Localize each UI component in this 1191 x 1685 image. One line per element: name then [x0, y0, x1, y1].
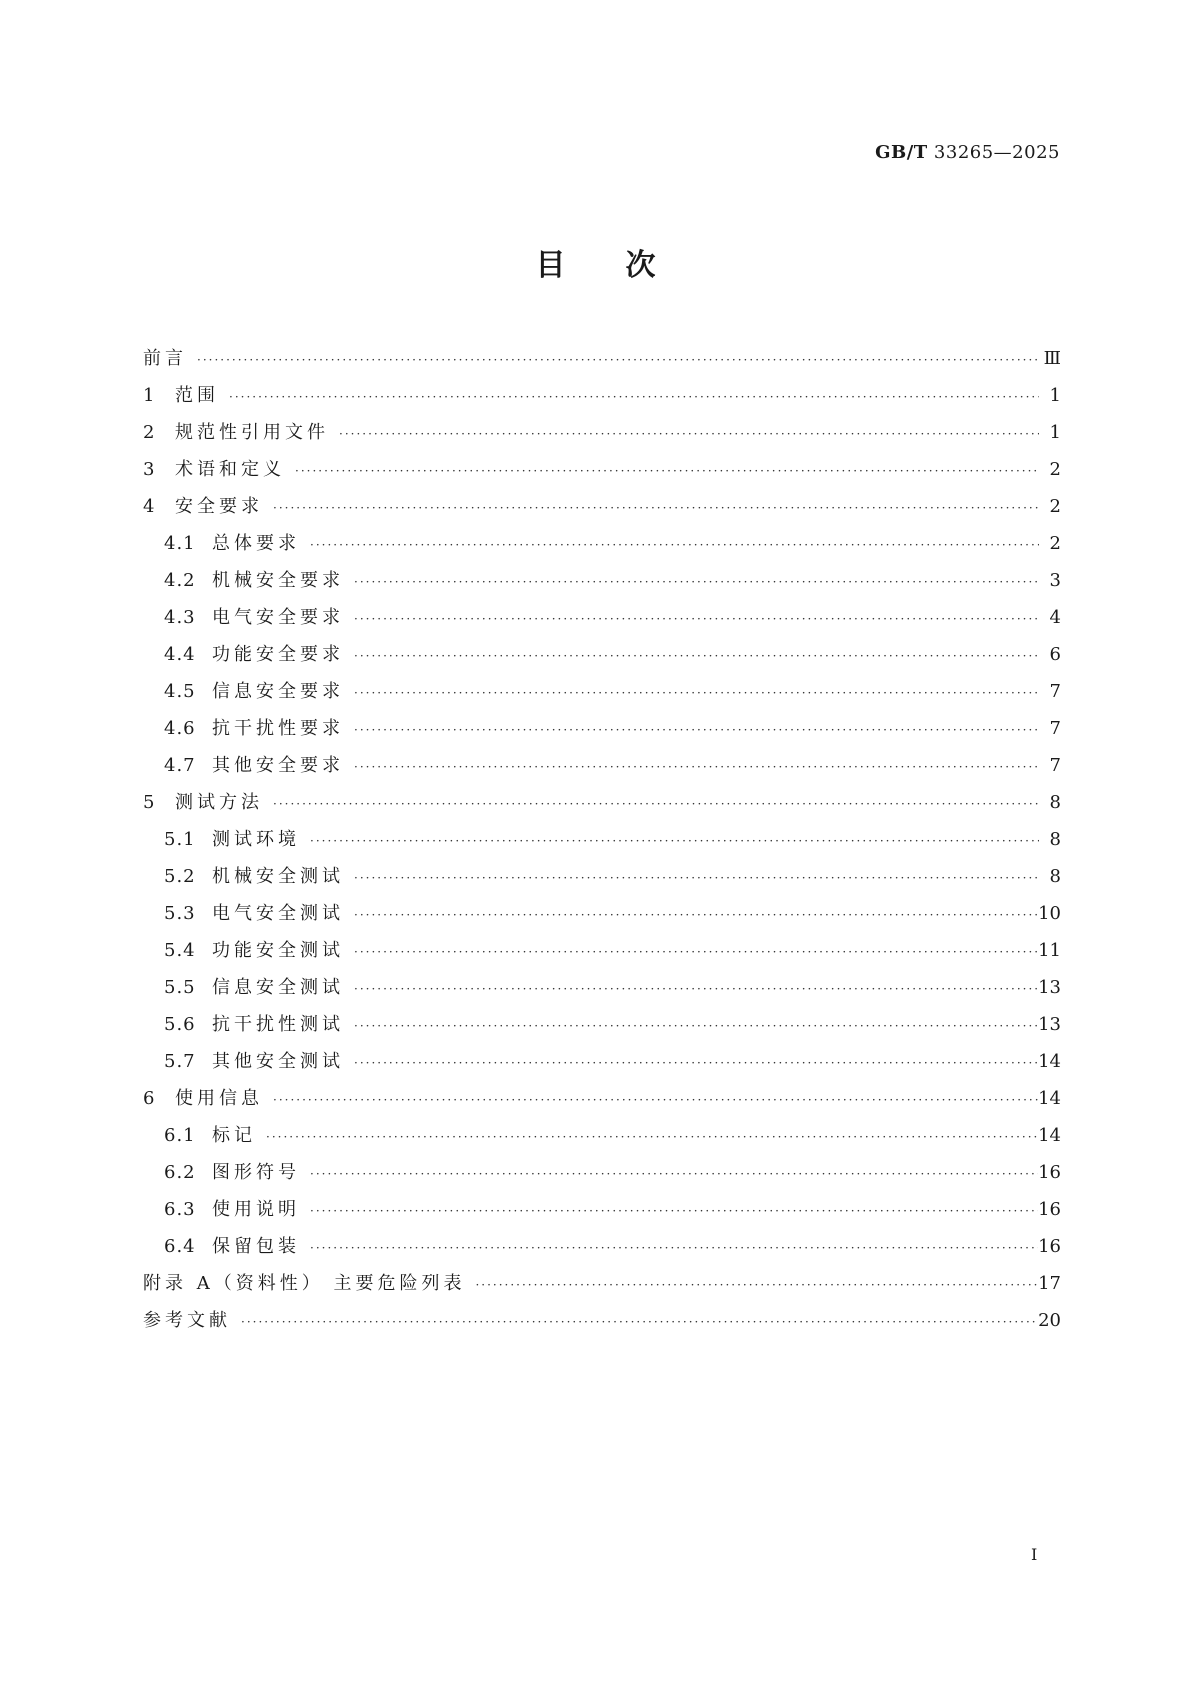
toc-entry-page: 17 [1038, 1273, 1061, 1294]
toc-entry-page: 7 [1049, 718, 1061, 739]
toc-entry-page: 8 [1049, 866, 1061, 887]
dot-leader [352, 897, 1038, 934]
toc-entry[interactable] [143, 1006, 1061, 1043]
toc-entry[interactable] [143, 636, 1061, 673]
toc-entry-title: 功能安全要求 [212, 644, 344, 665]
toc-entry-page: 1 [1049, 385, 1061, 406]
toc-entry[interactable] [143, 673, 1061, 710]
toc-entry-number: 4.1 [164, 533, 196, 554]
toc-entry-title: 附录 A（资料性） 主要危险列表 [143, 1273, 466, 1294]
standard-number: 33265—2025 [933, 142, 1060, 163]
toc-entry-number: 4.5 [164, 681, 196, 702]
toc-entry-title: 电气安全测试 [212, 903, 344, 924]
toc-entry-title: 使用说明 [212, 1199, 300, 1220]
toc-entry-number: 5.3 [164, 903, 196, 924]
dot-leader [293, 453, 1039, 490]
toc-entry-number: 4.3 [164, 607, 196, 628]
toc-entry-number: 5.1 [164, 829, 196, 850]
toc-entry-title: 其他安全要求 [212, 755, 344, 776]
toc-entry-title: 保留包装 [212, 1236, 300, 1257]
dot-leader [227, 379, 1039, 416]
toc-entry-page: 14 [1038, 1051, 1061, 1072]
toc-entry[interactable] [143, 710, 1061, 747]
dot-leader [352, 860, 1039, 897]
toc-entry-number: 5.2 [164, 866, 196, 887]
standard-code [875, 142, 1060, 163]
dot-leader [352, 675, 1039, 712]
toc-entry-page: 11 [1038, 940, 1061, 961]
toc-entry-title: 安全要求 [175, 496, 263, 517]
toc-entry[interactable] [143, 1043, 1061, 1080]
toc-entry-page: 13 [1038, 977, 1061, 998]
dot-leader [352, 638, 1039, 675]
toc-entry-number: 3 [143, 459, 156, 480]
toc-entry-title: 机械安全要求 [212, 570, 344, 591]
dot-leader [352, 564, 1039, 601]
toc-entry[interactable] [143, 1080, 1061, 1117]
toc-entry[interactable] [143, 1228, 1061, 1265]
page-number: I [1031, 1545, 1038, 1564]
toc-entry-page: 16 [1038, 1236, 1061, 1257]
dot-leader [308, 1193, 1038, 1230]
toc-entry-page: 7 [1049, 681, 1061, 702]
toc-entry-page: 6 [1049, 644, 1061, 665]
toc-entry-page: 4 [1049, 607, 1061, 628]
toc-entry-number: 5.4 [164, 940, 196, 961]
toc-entry-page: 1 [1049, 422, 1061, 443]
dot-leader [352, 749, 1039, 786]
toc-entry-title: 图形符号 [212, 1162, 300, 1183]
toc-entry-title: 测试方法 [175, 792, 263, 813]
dot-leader [271, 786, 1039, 823]
toc-entry-number: 2 [143, 422, 156, 443]
dot-leader [352, 971, 1038, 1008]
toc-entry-page: 10 [1038, 903, 1061, 924]
toc-entry-number: 4.2 [164, 570, 196, 591]
toc-entry-title: 测试环境 [212, 829, 300, 850]
toc-entry-title: 信息安全要求 [212, 681, 344, 702]
toc-entry-title: 前言 [143, 348, 187, 369]
toc-entry-page: 2 [1049, 533, 1061, 554]
toc-entry-title: 术语和定义 [175, 459, 285, 480]
toc-entry-number: 1 [143, 385, 156, 406]
dot-leader [352, 601, 1039, 638]
toc-entry-title: 总体要求 [212, 533, 300, 554]
toc-entry-number: 4.4 [164, 644, 196, 665]
dot-leader [352, 712, 1039, 749]
toc-entry-number: 6.4 [164, 1236, 196, 1257]
toc-entry-page: 2 [1049, 459, 1061, 480]
toc-entry-title: 标记 [212, 1125, 256, 1146]
toc-entry-title: 抗干扰性测试 [212, 1014, 344, 1035]
toc-entry-title: 抗干扰性要求 [212, 718, 344, 739]
dot-leader [337, 416, 1039, 453]
dot-leader [271, 1082, 1038, 1119]
toc-entry-page: 16 [1038, 1162, 1061, 1183]
toc-entry-page: 2 [1049, 496, 1061, 517]
standard-prefix: GB/T [875, 142, 928, 163]
toc-entry[interactable] [143, 599, 1061, 636]
page-title: 目次 [535, 248, 716, 283]
toc-entry[interactable] [143, 1265, 1061, 1302]
toc-entry-number: 6.3 [164, 1199, 196, 1220]
dot-leader [352, 1045, 1038, 1082]
toc-entry-number: 5.5 [164, 977, 196, 998]
toc-entry-title: 使用信息 [175, 1088, 263, 1109]
toc-entry[interactable] [143, 1191, 1061, 1228]
toc-entry[interactable] [143, 525, 1061, 562]
toc-entry-page: 8 [1049, 829, 1061, 850]
toc-entry[interactable] [143, 1117, 1061, 1154]
toc-entry-number: 4.7 [164, 755, 196, 776]
dot-leader [239, 1304, 1038, 1341]
toc-entry-number: 5.6 [164, 1014, 196, 1035]
toc-entry[interactable] [143, 895, 1061, 932]
dot-leader [195, 342, 1039, 379]
toc-entry-title: 范围 [175, 385, 219, 406]
toc-entry[interactable] [143, 858, 1061, 895]
toc-entry-number: 5 [143, 792, 156, 813]
toc-entry-page: Ⅲ [1043, 348, 1061, 369]
toc-entry-title: 机械安全测试 [212, 866, 344, 887]
toc-entry[interactable] [143, 821, 1061, 858]
toc-entry-title: 信息安全测试 [212, 977, 344, 998]
toc-entry[interactable] [143, 969, 1061, 1006]
toc-entry[interactable] [143, 377, 1061, 414]
toc-entry[interactable] [143, 932, 1061, 969]
toc-entry[interactable] [143, 747, 1061, 784]
dot-leader [264, 1119, 1038, 1156]
toc-entry-page: 3 [1049, 570, 1061, 591]
dot-leader [308, 823, 1039, 860]
toc-entry-page: 8 [1049, 792, 1061, 813]
toc-entry[interactable] [143, 451, 1061, 488]
toc-entry-number: 4 [143, 496, 156, 517]
toc-entry-number: 6.2 [164, 1162, 196, 1183]
dot-leader [308, 527, 1039, 564]
toc-entry-page: 20 [1038, 1310, 1061, 1331]
toc-entry[interactable] [143, 1302, 1061, 1339]
toc-entry-title: 功能安全测试 [212, 940, 344, 961]
toc-entry-page: 16 [1038, 1199, 1061, 1220]
dot-leader [308, 1230, 1038, 1267]
dot-leader [352, 1008, 1038, 1045]
toc-entry-title: 其他安全测试 [212, 1051, 344, 1072]
toc-entry-number: 5.7 [164, 1051, 196, 1072]
toc-entry[interactable] [143, 784, 1061, 821]
toc-entry[interactable] [143, 1154, 1061, 1191]
toc-entry-title: 参考文献 [143, 1310, 231, 1331]
toc-entry-title: 电气安全要求 [212, 607, 344, 628]
toc-entry[interactable] [143, 488, 1061, 525]
toc-entry-title: 规范性引用文件 [175, 422, 329, 443]
toc-entry-number: 6 [143, 1088, 156, 1109]
table-of-contents [143, 340, 1061, 1339]
toc-entry-number: 6.1 [164, 1125, 196, 1146]
dot-leader [352, 934, 1038, 971]
toc-entry-page: 7 [1049, 755, 1061, 776]
toc-entry[interactable] [143, 340, 1061, 377]
toc-entry[interactable] [143, 414, 1061, 451]
toc-entry[interactable] [143, 562, 1061, 599]
toc-entry-number: 4.6 [164, 718, 196, 739]
toc-entry-page: 14 [1038, 1125, 1061, 1146]
toc-entry-page: 14 [1038, 1088, 1061, 1109]
dot-leader [271, 490, 1039, 527]
dot-leader [308, 1156, 1038, 1193]
toc-entry-page: 13 [1038, 1014, 1061, 1035]
dot-leader [473, 1267, 1038, 1304]
